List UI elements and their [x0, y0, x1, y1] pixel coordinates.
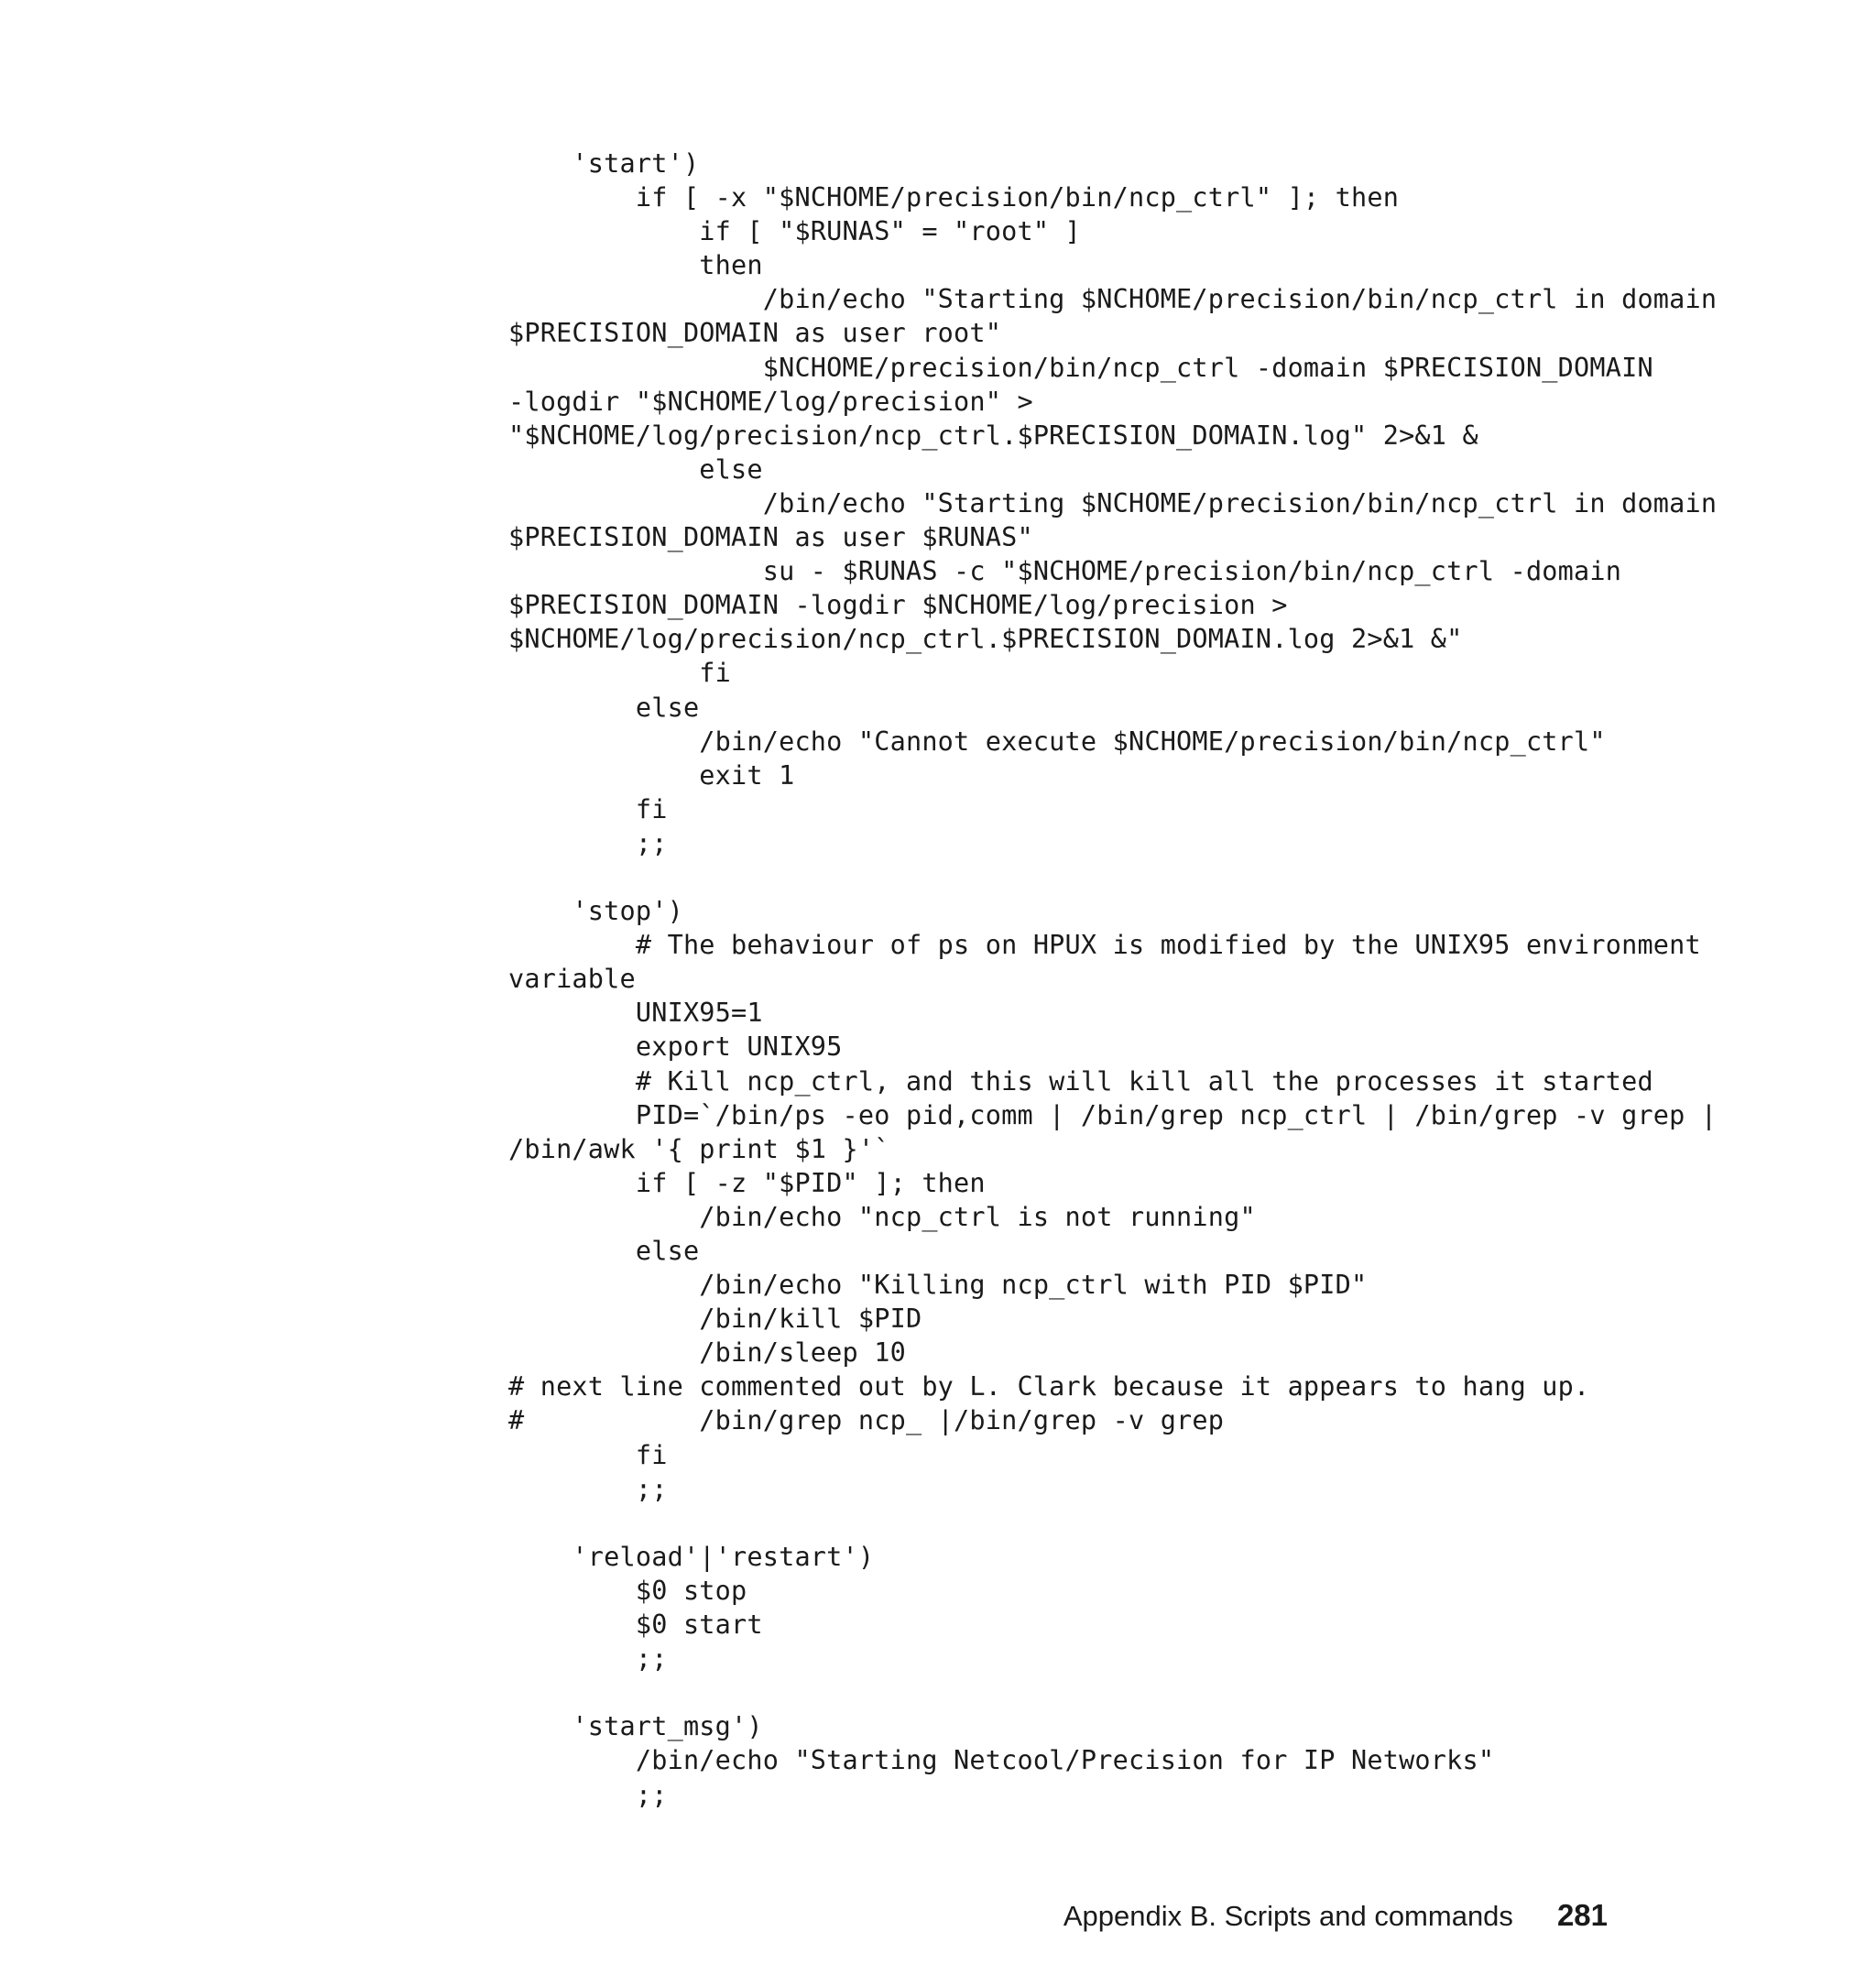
code-line: ;; — [508, 1473, 668, 1504]
code-line: 'start_msg') — [508, 1711, 763, 1742]
code-line: /bin/echo "Starting Netcool/Precision for IP Networks" — [508, 1745, 1495, 1776]
code-line: /bin/kill $PID — [508, 1304, 922, 1335]
code-line: /bin/echo "Starting $NCHOME/precision/bin/ncp_ctrl in domain — [508, 487, 1718, 518]
code-line: then — [508, 250, 763, 281]
code-line: /bin/awk '{ print $1 }'` — [508, 1133, 890, 1164]
code-line: else — [508, 1236, 700, 1266]
page-number: 281 — [1556, 1898, 1608, 1932]
code-line: $PRECISION_DOMAIN as user $RUNAS" — [508, 522, 1033, 553]
footer-title: Appendix B. Scripts and commands — [1063, 1900, 1513, 1932]
code-line: fi — [508, 793, 668, 824]
code-listing — [508, 147, 1718, 1812]
code-line: exit 1 — [508, 759, 795, 791]
code-line: # The behaviour of ps on HPUX is modified by the UNIX95 environment — [508, 930, 1701, 961]
code-line: fi — [508, 1439, 668, 1470]
code-line: $PRECISION_DOMAIN -logdir $NCHOME/log/precision > — [508, 590, 1288, 621]
code-line: else — [508, 453, 763, 485]
code-line: /bin/echo "Killing ncp_ctrl with PID $PID" — [508, 1270, 1368, 1301]
code-line: /bin/echo "ncp_ctrl is not running" — [508, 1201, 1256, 1232]
code-line: /bin/echo "Cannot execute $NCHOME/precision/bin/ncp_ctrl" — [508, 726, 1606, 757]
code-line: /bin/sleep 10 — [508, 1337, 906, 1369]
code-line: /bin/echo "Starting $NCHOME/precision/bin/ncp_ctrl in domain — [508, 284, 1718, 315]
code-line: 'stop') — [508, 896, 683, 927]
code-line: 'start') — [508, 148, 700, 179]
code-line: $PRECISION_DOMAIN as user root" — [508, 318, 1002, 349]
code-line: # /bin/grep ncp_ |/bin/grep -v grep — [508, 1405, 1225, 1436]
code-line: fi — [508, 658, 732, 689]
code-line: "$NCHOME/log/precision/ncp_ctrl.$PRECISION_DOMAIN.log" 2>&1 & — [508, 420, 1478, 451]
page-footer — [1063, 1898, 1608, 1933]
code-line: else — [508, 692, 700, 723]
code-line: $0 stop — [508, 1575, 747, 1606]
code-line — [508, 1675, 1608, 1709]
code-line: $0 start — [508, 1610, 763, 1641]
code-line: 'reload'|'restart') — [508, 1541, 875, 1572]
code-line — [508, 860, 1608, 894]
code-line: variable — [508, 964, 636, 995]
code-line: export UNIX95 — [508, 1031, 843, 1063]
code-line: ;; — [508, 1779, 668, 1810]
code-line: PID=`/bin/ps -eo pid,comm | /bin/grep ncp_ctrl | /bin/grep -v grep | — [508, 1099, 1718, 1130]
code-line: $NCHOME/log/precision/ncp_ctrl.$PRECISION_DOMAIN.log 2>&1 &" — [508, 624, 1463, 655]
code-line: ;; — [508, 827, 668, 858]
code-line: if [ -x "$NCHOME/precision/bin/ncp_ctrl" ]; then — [508, 182, 1400, 213]
code-line: su - $RUNAS -c "$NCHOME/precision/bin/ncp_ctrl -domain — [508, 556, 1622, 587]
code-line: # next line commented out by L. Clark because it appears to hang up. — [508, 1371, 1590, 1402]
code-line: -logdir "$NCHOME/log/precision" > — [508, 386, 1033, 417]
code-line: if [ -z "$PID" ]; then — [508, 1167, 986, 1198]
code-line: ;; — [508, 1643, 668, 1675]
code-line: $NCHOME/precision/bin/ncp_ctrl -domain $PRECISION_DOMAIN — [508, 352, 1653, 383]
code-line: if [ "$RUNAS" = "root" ] — [508, 216, 1081, 247]
code-line — [508, 1506, 1608, 1540]
code-line: UNIX95=1 — [508, 998, 763, 1029]
code-line: # Kill ncp_ctrl, and this will kill all the processes it started — [508, 1065, 1653, 1097]
